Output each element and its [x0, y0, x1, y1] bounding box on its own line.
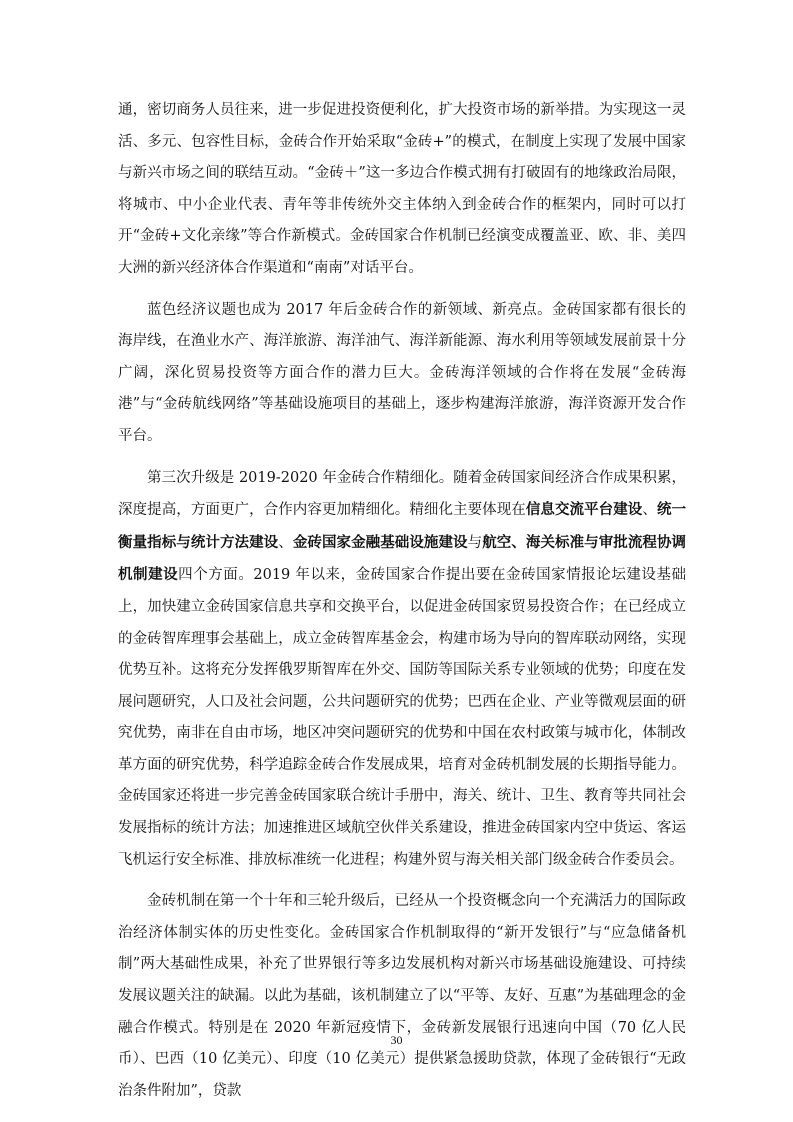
paragraph-text: 第三次升级是 2019-2020 年金砖合作精细化。随着金砖国家间经济合作成果积累，深度提高，方面更广，合作内容更加精细化。精细化主要体现在 [118, 469, 686, 519]
paragraph-3 [118, 463, 686, 877]
paragraph-text: 通，密切商务人员往来，进一步促进投资便利化，扩大投资市场的新举措。为实现这一灵活、多元、包容性目标，金砖合作开始采取“金砖+”的模式，在制度上实现了发展中国家与新兴市场之间的联结互动。“金砖＋”这一多边合作模式拥有打破固有的地缘政治局限，将城市、中小企业代表、青年等非传统外交主体纳入到金砖合作的框架内，同时可以打开“金砖+文化亲缘”等合作新模式。金砖国家合作机制已经演变成覆盖亚、欧、非、美四大洲的新兴经济体合作渠道和“南南”对话平台。 [118, 102, 686, 276]
separator-text: 、 [278, 534, 293, 551]
paragraph-text: 蓝色经济议题也成为 2017 年后金砖合作的新领域、新亮点。金砖国家都有很长的海岸线，在渔业水产、海洋旅游、海洋油气、海洋新能源、海水利用等领域发展前景十分广阔，深化贸易投资等方面合作的潜力巨大。金砖海洋领域的合作将在发展“金砖海港”与“金砖航线网络”等基础设施项目的基础上，逐步构建海洋旅游，海洋资源开发合作平台。 [118, 301, 686, 444]
body-text [118, 95, 686, 1117]
paragraph-4 [118, 886, 686, 1107]
page-number: 30 [390, 1033, 403, 1047]
separator-text: 、 [642, 502, 657, 519]
paragraph-2 [118, 295, 686, 453]
paragraph-1 [118, 95, 686, 285]
emphasis-financial-infrastructure: 金砖国家金融基础设施建设 [292, 533, 468, 551]
emphasis-aviation-customs: 航空、海关标准与审批流程协调机制建设 [118, 533, 687, 584]
paragraph-text: 金砖机制在第一个十年和三轮升级后，已经从一个投资概念向一个充满活力的国际政治经济体制实体的历史性变化。金砖国家合作机制取得的“新开发银行”与“应急储备机制”两大基础性成果，补充了世界银行等多边发展机构对新兴市场基础设施建设、可持续发展议题关注的缺漏。以此为基础，该机制建立了以“平等、友好、互惠”为基础理念的金融合作模式。特别是在 2020 年新冠疫情下，金砖新发展银行迅速向中国（70 亿人民币）、巴西（10 亿美元）、印度（10 亿美元）提供紧急援助贷款，体现了金砖银行“无政治条件附加”，贷款 [118, 893, 686, 1099]
separator-text: 与 [467, 534, 483, 551]
emphasis-statistics-methods: 统一衡量指标与统计方法建设 [118, 501, 687, 551]
paragraph-text: 四个方面。2019 年以来，金砖国家合作提出要在金砖国家情报论坛建设基础上，加快建立金砖国家信息共享和交换平台，以促进金砖国家贸易投资合作；在已经成立的金砖智库理事会基础上，成立金砖智库基金会，构建市场为导向的智库联动网络，实现优势互补。这将充分发挥俄罗斯智库在外交、国防等国际关系专业领域的优势；印度在发展问题研究，人口及社会问题，公共问题研究的优势；巴西在企业、产业等微观层面的研究优势，南非在自由市场，地区冲突问题研究的优势和中国在农村政策与城市化，体制改革方面的研究优势，科学追踪金砖合作发展成果，培育对金砖机制发展的长期指导能力。金砖国家还将进一步完善金砖国家联合统计手册中，海关、统计、卫生、教育等共同社会发展指标的统计方法；加速推进区域航空伙伴关系建设，推进金砖国家内空中货运、客运飞机运行安全标准、排放标准统一化进程；构建外贸与海关相关部门级金砖合作委员会。 [118, 567, 686, 868]
emphasis-info-platform: 信息交流平台建设 [525, 501, 643, 519]
